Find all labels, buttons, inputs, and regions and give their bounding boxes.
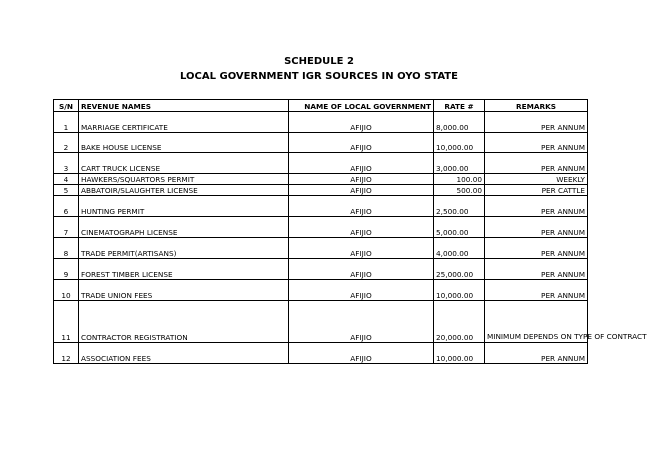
cell-revenue-name: TRADE UNION FEES	[79, 280, 289, 301]
cell-revenue-name: HUNTING PERMIT	[79, 196, 289, 217]
cell-revenue-name: CART TRUCK LICENSE	[79, 153, 289, 174]
cell-rate: 8,000.00	[434, 112, 485, 133]
header-local-government: NAME OF LOCAL GOVERNMENT	[289, 100, 434, 112]
cell-revenue-name: HAWKERS/SQUARTORS PERMIT	[79, 174, 289, 185]
cell-rate: 20,000.00	[434, 301, 485, 343]
cell-remarks: PER ANNUM	[485, 112, 588, 133]
cell-remarks: PER ANNUM	[485, 238, 588, 259]
table-row	[54, 343, 588, 364]
cell-local-government: AFIJIO	[289, 153, 434, 174]
cell-rate: 500.00	[434, 185, 485, 196]
cell-sn: 3	[54, 153, 79, 174]
cell-rate: 4,000.00	[434, 238, 485, 259]
cell-revenue-name: FOREST TIMBER LICENSE	[79, 259, 289, 280]
table-row	[54, 217, 588, 238]
cell-rate: 2,500.00	[434, 196, 485, 217]
cell-local-government: AFIJIO	[289, 185, 434, 196]
cell-local-government: AFIJIO	[289, 174, 434, 185]
cell-rate: 10,000.00	[434, 280, 485, 301]
cell-local-government: AFIJIO	[289, 133, 434, 153]
schedule-title: SCHEDULE 2	[284, 56, 354, 67]
cell-remarks: MINIMUM DEPENDS ON TYPE OF CONTRACT	[485, 301, 588, 343]
cell-rate: 5,000.00	[434, 217, 485, 238]
cell-rate: 100.00	[434, 174, 485, 185]
cell-local-government: AFIJIO	[289, 112, 434, 133]
cell-sn: 1	[54, 112, 79, 133]
cell-local-government: AFIJIO	[289, 280, 434, 301]
table-row	[54, 301, 588, 343]
table-row	[54, 112, 588, 133]
cell-remarks: PER ANNUM	[485, 196, 588, 217]
header-rate: RATE #	[434, 100, 485, 112]
cell-remarks: PER CATTLE	[485, 185, 588, 196]
cell-rate: 25,000.00	[434, 259, 485, 280]
table-row	[54, 196, 588, 217]
cell-revenue-name: CONTRACTOR REGISTRATION	[79, 301, 289, 343]
cell-local-government: AFIJIO	[289, 259, 434, 280]
cell-remarks: PER ANNUM	[485, 343, 588, 364]
cell-sn: 12	[54, 343, 79, 364]
cell-remarks: WEEKLY	[485, 174, 588, 185]
schedule-subtitle: LOCAL GOVERNMENT IGR SOURCES IN OYO STATE	[180, 71, 458, 82]
cell-sn: 4	[54, 174, 79, 185]
cell-revenue-name: ABBATOIR/SLAUGHTER LICENSE	[79, 185, 289, 196]
cell-remarks: PER ANNUM	[485, 133, 588, 153]
cell-sn: 2	[54, 133, 79, 153]
cell-local-government: AFIJIO	[289, 301, 434, 343]
cell-sn: 7	[54, 217, 79, 238]
cell-sn: 10	[54, 280, 79, 301]
cell-sn: 9	[54, 259, 79, 280]
table-row	[54, 259, 588, 280]
cell-sn: 8	[54, 238, 79, 259]
cell-revenue-name: CINEMATOGRAPH LICENSE	[79, 217, 289, 238]
table-row	[54, 153, 588, 174]
header-sn: S/N	[54, 100, 79, 112]
cell-local-government: AFIJIO	[289, 343, 434, 364]
cell-sn: 11	[54, 301, 79, 343]
cell-remarks: PER ANNUM	[485, 280, 588, 301]
cell-revenue-name: BAKE HOUSE LICENSE	[79, 133, 289, 153]
cell-local-government: AFIJIO	[289, 196, 434, 217]
header-revenue-names: REVENUE NAMES	[79, 100, 289, 112]
cell-revenue-name: TRADE PERMIT(ARTISANS)	[79, 238, 289, 259]
cell-sn: 5	[54, 185, 79, 196]
header-remarks: REMARKS	[485, 100, 588, 112]
table-row	[54, 174, 588, 185]
table-row	[54, 185, 588, 196]
cell-revenue-name: MARRIAGE CERTIFICATE	[79, 112, 289, 133]
cell-remarks: PER ANNUM	[485, 217, 588, 238]
table-row	[54, 133, 588, 153]
cell-rate: 10,000.00	[434, 133, 485, 153]
cell-revenue-name: ASSOCIATION FEES	[79, 343, 289, 364]
cell-rate: 10,000.00	[434, 343, 485, 364]
cell-remarks: PER ANNUM	[485, 259, 588, 280]
cell-sn: 6	[54, 196, 79, 217]
cell-local-government: AFIJIO	[289, 217, 434, 238]
table-row	[54, 238, 588, 259]
cell-remarks: PER ANNUM	[485, 153, 588, 174]
cell-rate: 3,000.00	[434, 153, 485, 174]
table-header-row	[54, 100, 588, 112]
revenue-table	[53, 99, 647, 364]
cell-local-government: AFIJIO	[289, 238, 434, 259]
table-row	[54, 280, 588, 301]
